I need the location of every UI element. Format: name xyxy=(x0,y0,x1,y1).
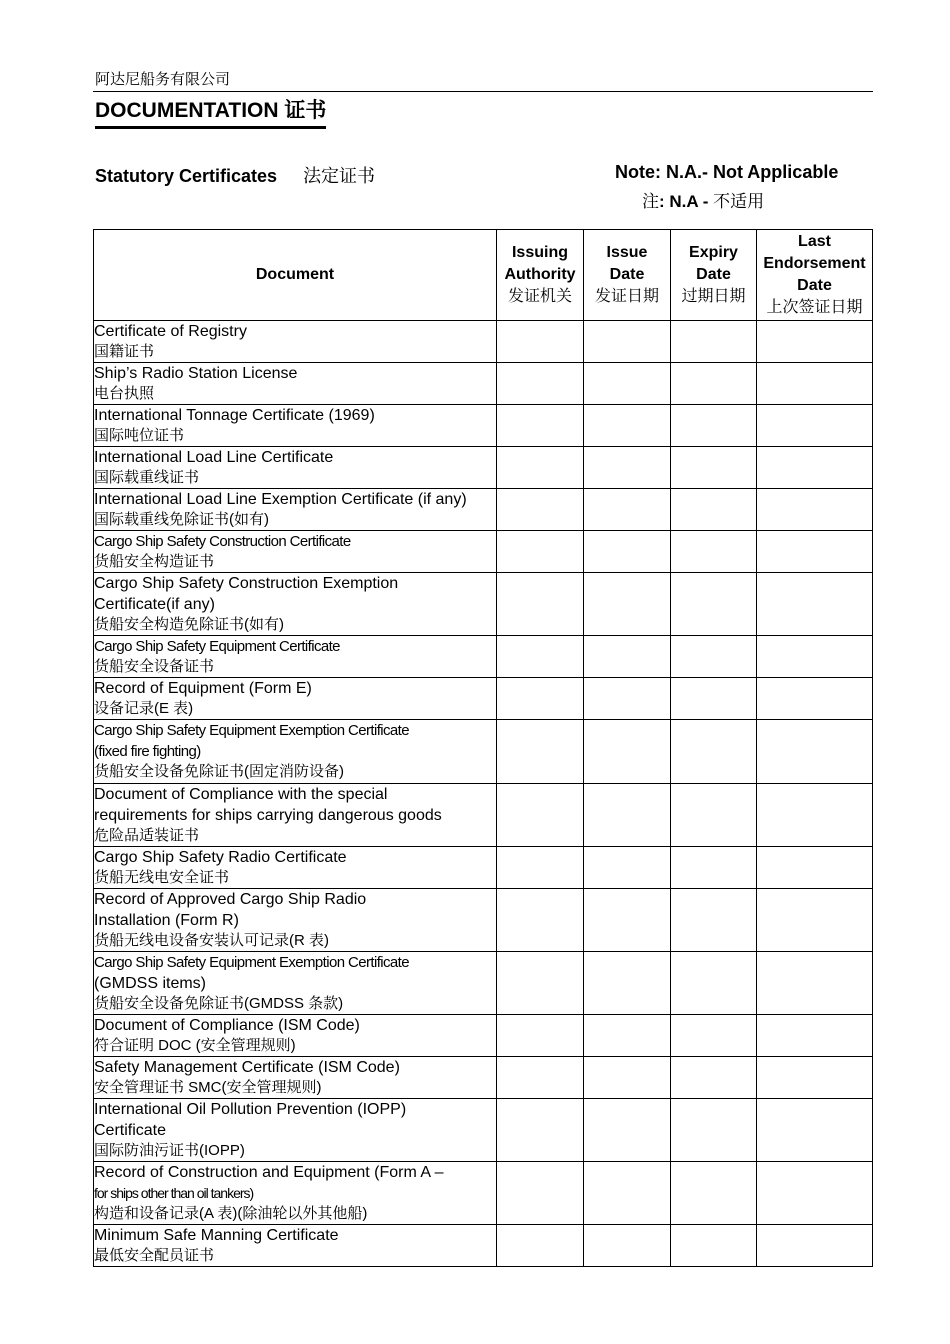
expiry-date-cell[interactable] xyxy=(671,889,757,952)
section-heading xyxy=(95,162,375,188)
last-endorsement-cell[interactable] xyxy=(757,447,873,489)
issuing-authority-cell[interactable] xyxy=(497,489,584,531)
table-row xyxy=(94,405,873,447)
document-cell: Document of Compliance (ISM Code) 符合证明 DOC (安全管理规则) xyxy=(94,1015,497,1057)
issue-date-cell[interactable] xyxy=(584,784,671,847)
issuing-authority-cell[interactable] xyxy=(497,405,584,447)
expiry-date-cell[interactable] xyxy=(671,847,757,889)
issue-date-cell[interactable] xyxy=(584,720,671,784)
issue-date-cell[interactable] xyxy=(584,678,671,720)
table-row xyxy=(94,531,873,573)
expiry-date-cell[interactable] xyxy=(671,636,757,678)
table-row xyxy=(94,720,873,784)
note-zh xyxy=(642,187,764,212)
table-row xyxy=(94,784,873,847)
expiry-date-cell[interactable] xyxy=(671,678,757,720)
document-cell: Minimum Safe Manning Certificate 最低安全配员证书 xyxy=(94,1225,497,1267)
last-endorsement-cell[interactable] xyxy=(757,363,873,405)
document-cell: Cargo Ship Safety Construction Certificate 货船安全构造证书 xyxy=(94,531,497,573)
document-cell: International Load Line Exemption Certificate (if any) 国际载重线免除证书(如有) xyxy=(94,489,497,531)
document-cell: Ship’s Radio Station License 电台执照 xyxy=(94,363,497,405)
expiry-date-cell[interactable] xyxy=(671,720,757,784)
issuing-authority-cell[interactable] xyxy=(497,1015,584,1057)
issue-date-cell[interactable] xyxy=(584,1057,671,1099)
issue-date-cell[interactable] xyxy=(584,405,671,447)
document-cell: Record of Construction and Equipment (Form A – for ships other than oil tankers) 构造和设备记录(A 表)(除油轮以外其他船) xyxy=(94,1162,497,1225)
expiry-date-cell[interactable] xyxy=(671,1099,757,1162)
last-endorsement-cell[interactable] xyxy=(757,1015,873,1057)
expiry-date-cell[interactable] xyxy=(671,405,757,447)
header-issue-date: Issue Date 发证日期 xyxy=(584,230,671,321)
issuing-authority-cell[interactable] xyxy=(497,531,584,573)
expiry-date-cell[interactable] xyxy=(671,1057,757,1099)
last-endorsement-cell[interactable] xyxy=(757,531,873,573)
certificates-table xyxy=(93,229,873,1267)
table-row xyxy=(94,1015,873,1057)
issuing-authority-cell[interactable] xyxy=(497,1225,584,1267)
document-cell: Record of Equipment (Form E) 设备记录(E 表) xyxy=(94,678,497,720)
issue-date-cell[interactable] xyxy=(584,489,671,531)
last-endorsement-cell[interactable] xyxy=(757,405,873,447)
table-row xyxy=(94,489,873,531)
issuing-authority-cell[interactable] xyxy=(497,363,584,405)
section-title-en: Statutory Certificates xyxy=(95,166,278,186)
table-row xyxy=(94,363,873,405)
document-cell: International Oil Pollution Prevention (IOPP) Certificate 国际防油污证书(IOPP) xyxy=(94,1099,497,1162)
table-row xyxy=(94,889,873,952)
issuing-authority-cell[interactable] xyxy=(497,678,584,720)
issue-date-cell[interactable] xyxy=(584,1225,671,1267)
expiry-date-cell[interactable] xyxy=(671,321,757,363)
table-row xyxy=(94,321,873,363)
expiry-date-cell[interactable] xyxy=(671,573,757,636)
header-issuing-authority: Issuing Authority 发证机关 xyxy=(497,230,584,321)
table-row xyxy=(94,952,873,1015)
table-row xyxy=(94,678,873,720)
expiry-date-cell[interactable] xyxy=(671,1162,757,1225)
issue-date-cell[interactable] xyxy=(584,447,671,489)
issuing-authority-cell[interactable] xyxy=(497,447,584,489)
issuing-authority-cell[interactable] xyxy=(497,952,584,1015)
note-zh-prefix: 注 xyxy=(642,192,659,211)
issuing-authority-cell[interactable] xyxy=(497,636,584,678)
table-row xyxy=(94,573,873,636)
note-zh-abbrev: : N.A - xyxy=(659,192,709,211)
table-row xyxy=(94,847,873,889)
last-endorsement-cell[interactable] xyxy=(757,1057,873,1099)
document-cell: International Load Line Certificate 国际载重线证书 xyxy=(94,447,497,489)
page-title: DOCUMENTATION 证书 xyxy=(95,99,326,129)
document-cell: Cargo Ship Safety Equipment Exemption Certificate (GMDSS items) 货船安全设备免除证书(GMDSS 条款) xyxy=(94,952,497,1015)
issue-date-cell[interactable] xyxy=(584,847,671,889)
document-cell: Safety Management Certificate (ISM Code) 安全管理证书 SMC(安全管理规则) xyxy=(94,1057,497,1099)
table-row xyxy=(94,1057,873,1099)
issue-date-cell[interactable] xyxy=(584,573,671,636)
note-en: Note: N.A.- Not Applicable xyxy=(615,162,839,182)
table-row xyxy=(94,447,873,489)
expiry-date-cell[interactable] xyxy=(671,784,757,847)
expiry-date-cell[interactable] xyxy=(671,1015,757,1057)
document-cell: Cargo Ship Safety Equipment Exemption Certificate (fixed fire fighting) 货船安全设备免除证书(固定消防设备) xyxy=(94,720,497,784)
issue-date-cell[interactable] xyxy=(584,321,671,363)
document-cell: Document of Compliance with the special requirements for ships carrying dangerous goods 危险品适装证书 xyxy=(94,784,497,847)
last-endorsement-cell[interactable] xyxy=(757,573,873,636)
company-name: 阿达尼船务有限公司 xyxy=(95,71,231,88)
issuing-authority-cell[interactable] xyxy=(497,1057,584,1099)
header-document: Document xyxy=(94,230,497,321)
header-expiry-date: Expiry Date 过期日期 xyxy=(671,230,757,321)
issuing-authority-cell[interactable] xyxy=(497,784,584,847)
issuing-authority-cell[interactable] xyxy=(497,321,584,363)
expiry-date-cell[interactable] xyxy=(671,952,757,1015)
last-endorsement-cell[interactable] xyxy=(757,847,873,889)
issuing-authority-cell[interactable] xyxy=(497,847,584,889)
table-row xyxy=(94,636,873,678)
issuing-authority-cell[interactable] xyxy=(497,1099,584,1162)
issue-date-cell[interactable] xyxy=(584,952,671,1015)
last-endorsement-cell[interactable] xyxy=(757,784,873,847)
document-cell: Cargo Ship Safety Radio Certificate 货船无线电安全证书 xyxy=(94,847,497,889)
last-endorsement-cell[interactable] xyxy=(757,889,873,952)
table-row xyxy=(94,1099,873,1162)
document-cell: Certificate of Registry 国籍证书 xyxy=(94,321,497,363)
expiry-date-cell[interactable] xyxy=(671,1225,757,1267)
last-endorsement-cell[interactable] xyxy=(757,636,873,678)
document-cell: Cargo Ship Safety Equipment Certificate 货船安全设备证书 xyxy=(94,636,497,678)
issue-date-cell[interactable] xyxy=(584,363,671,405)
issue-date-cell[interactable] xyxy=(584,889,671,952)
document-cell: International Tonnage Certificate (1969) 国际吨位证书 xyxy=(94,405,497,447)
last-endorsement-cell[interactable] xyxy=(757,952,873,1015)
issuing-authority-cell[interactable] xyxy=(497,720,584,784)
last-endorsement-cell[interactable] xyxy=(757,321,873,363)
issue-date-cell[interactable] xyxy=(584,1162,671,1225)
issuing-authority-cell[interactable] xyxy=(497,573,584,636)
issue-date-cell[interactable] xyxy=(584,1015,671,1057)
header-last-endorsement-date: Last Endorsement Date 上次签证日期 xyxy=(757,230,873,321)
expiry-date-cell[interactable] xyxy=(671,531,757,573)
section-title-zh: 法定证书 xyxy=(303,166,376,186)
document-cell: Record of Approved Cargo Ship Radio Installation (Form R) 货船无线电设备安装认可记录(R 表) xyxy=(94,889,497,952)
table-header-row xyxy=(94,230,873,321)
issuing-authority-cell[interactable] xyxy=(497,889,584,952)
document-cell: Cargo Ship Safety Construction Exemption Certificate(if any) 货船安全构造免除证书(如有) xyxy=(94,573,497,636)
last-endorsement-cell[interactable] xyxy=(757,678,873,720)
issue-date-cell[interactable] xyxy=(584,1099,671,1162)
issue-date-cell[interactable] xyxy=(584,531,671,573)
last-endorsement-cell[interactable] xyxy=(757,720,873,784)
table-row xyxy=(94,1162,873,1225)
expiry-date-cell[interactable] xyxy=(671,363,757,405)
last-endorsement-cell[interactable] xyxy=(757,1225,873,1267)
expiry-date-cell[interactable] xyxy=(671,489,757,531)
issue-date-cell[interactable] xyxy=(584,636,671,678)
expiry-date-cell[interactable] xyxy=(671,447,757,489)
last-endorsement-cell[interactable] xyxy=(757,489,873,531)
header-divider xyxy=(93,91,873,92)
issuing-authority-cell[interactable] xyxy=(497,1162,584,1225)
last-endorsement-cell[interactable] xyxy=(757,1162,873,1225)
table-row xyxy=(94,1225,873,1267)
note-zh-text: 不适用 xyxy=(708,192,765,211)
last-endorsement-cell[interactable] xyxy=(757,1099,873,1162)
